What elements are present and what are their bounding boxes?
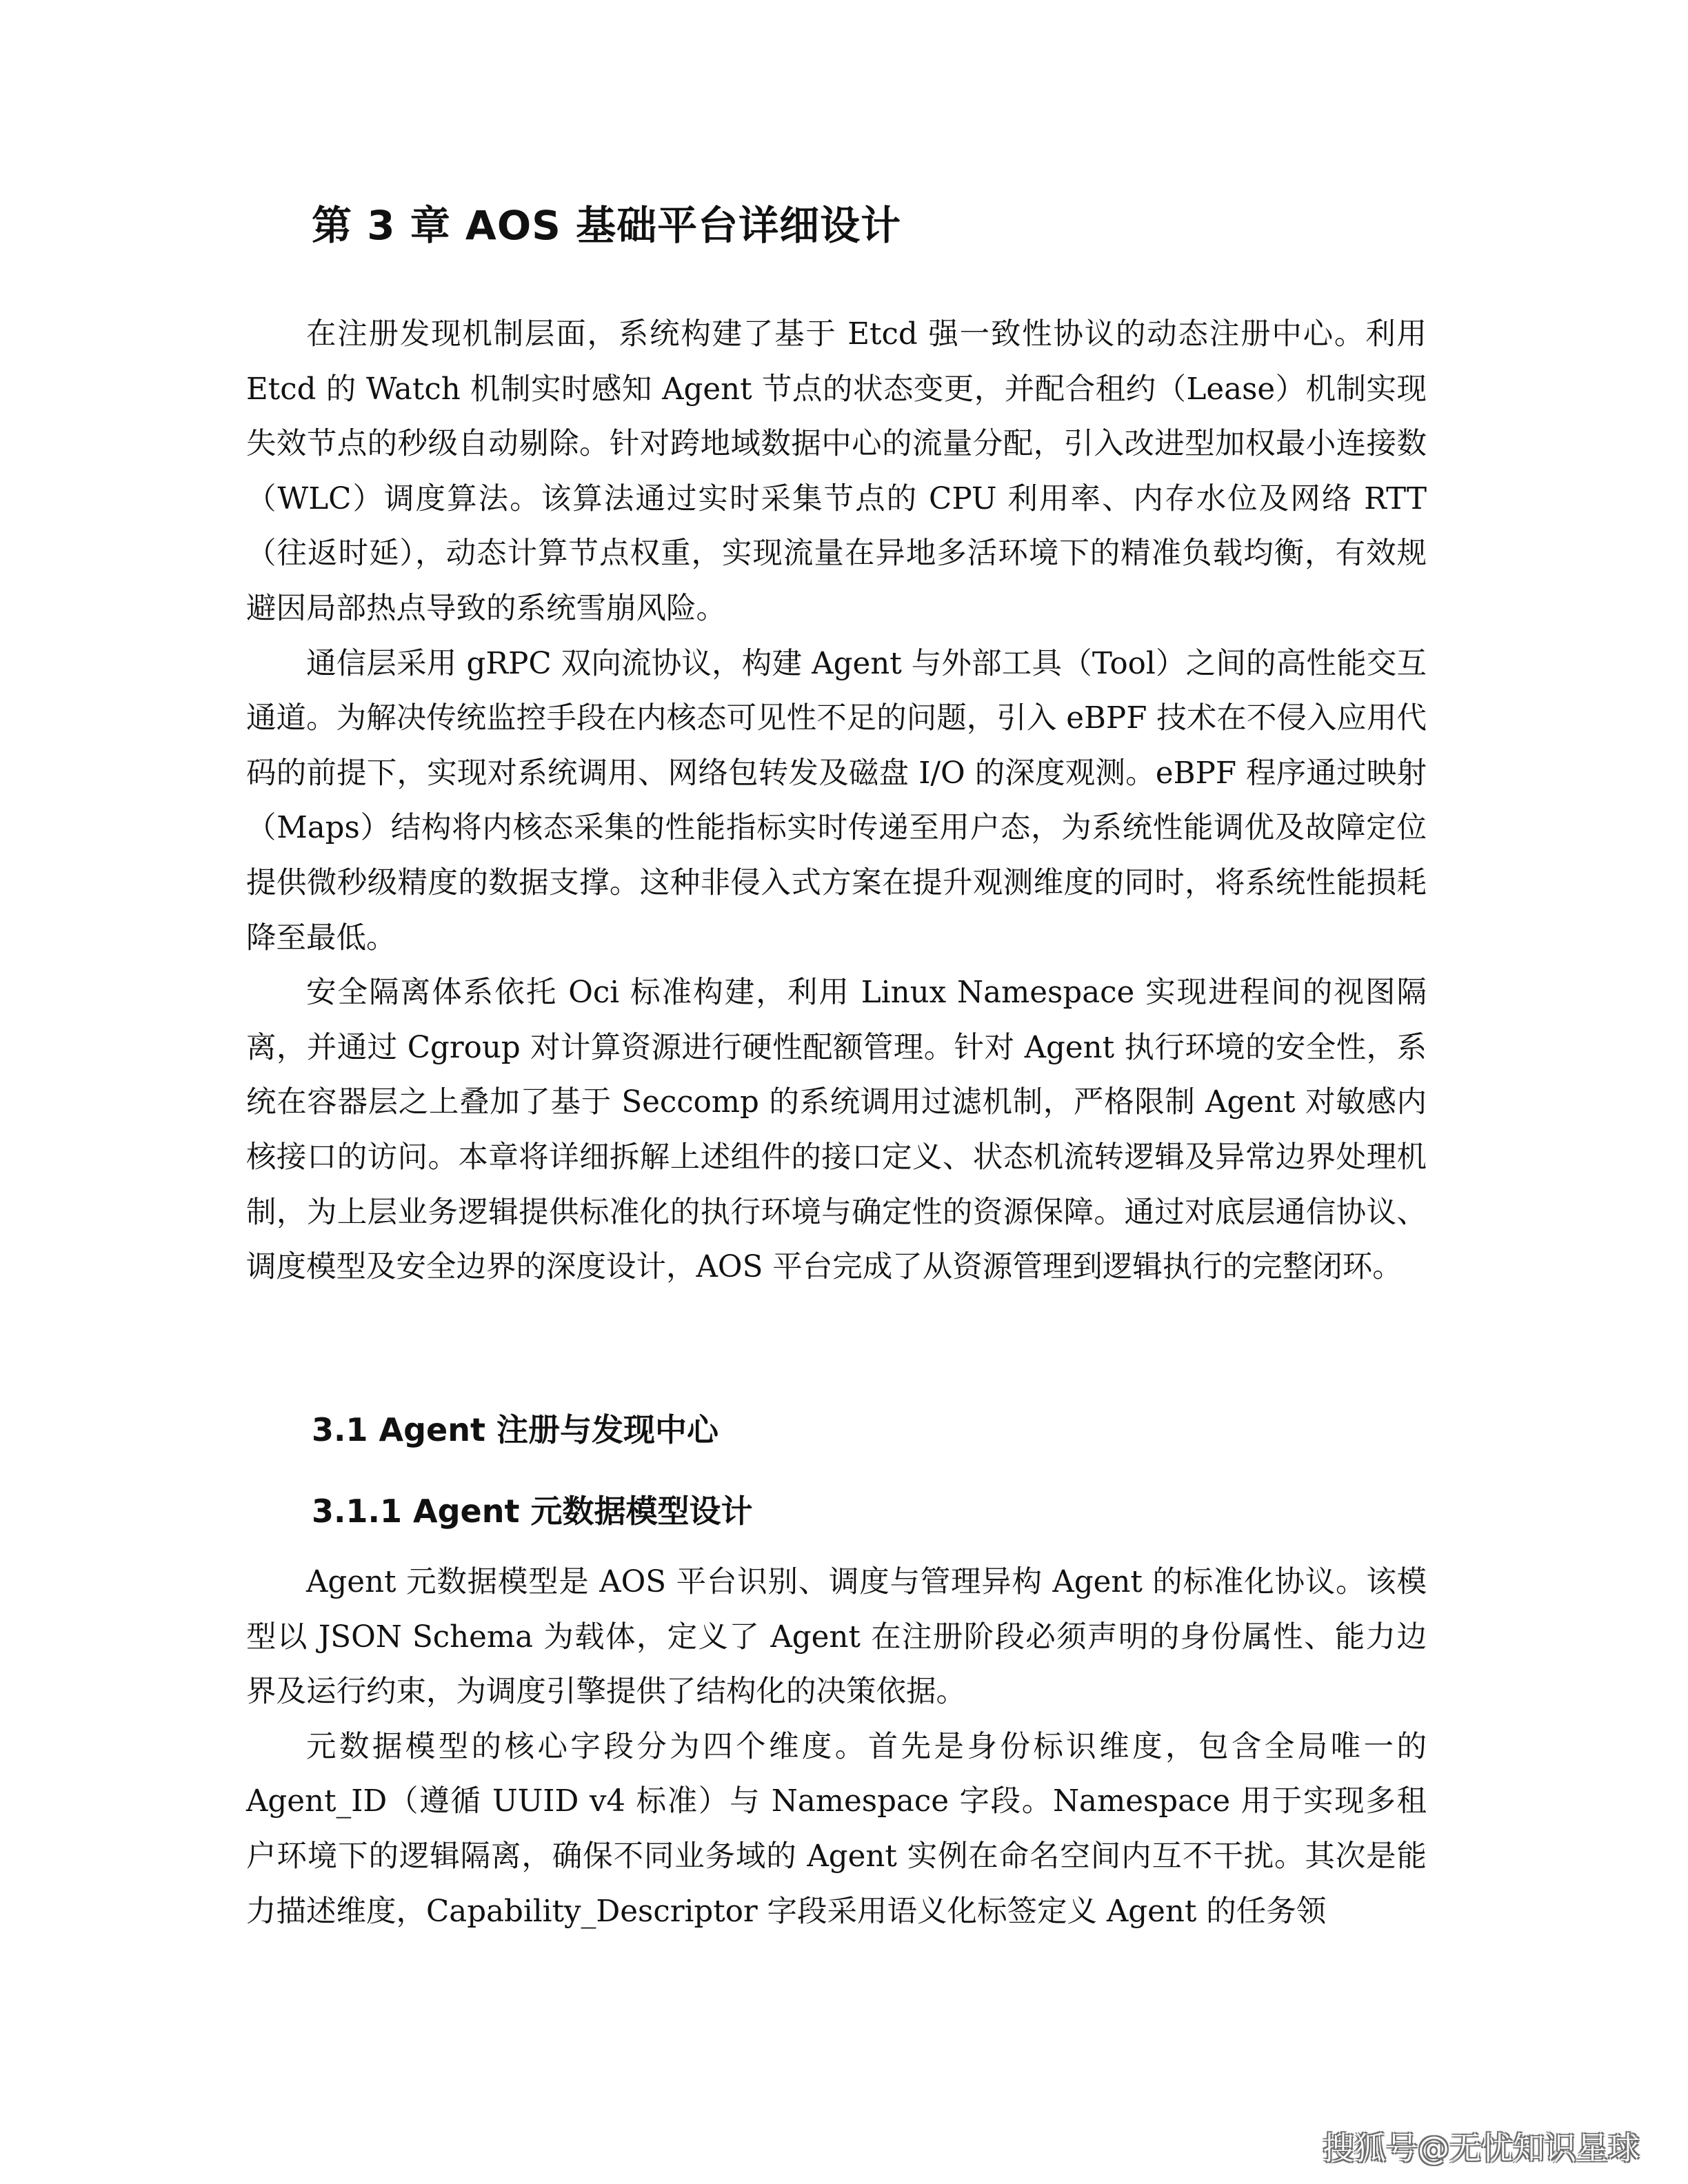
intro-paragraph: 通信层采用 gRPC 双向流协议，构建 Agent 与外部工具（Tool）之间的高性能交互通道。为解决传统监控手段在内核态可见性不足的问题，引入 eBPF 技术在不侵入应用代码的前提下，实现对系统调用、网络包转发及磁盘 I/O 的深度观测。eBPF 程序通过映射（Maps）结构将内核态采集的性能指标实时传递至用户态，为系统性能调优及故障定位提供微秒级精度的数据支撑。这种非侵入式方案在提升观测维度的同时，将系统性能损耗降至最低。	[246, 646, 1427, 956]
section-paragraph: 元数据模型的核心字段分为四个维度。首先是身份标识维度，包含全局唯一的 Agent_ID（遵循 UUID v4 标准）与 Namespace 字段。Namespace 用于实现多租户环境下的逻辑隔离，确保不同业务域的 Agent 实例在命名空间内互不干扰。其次是能力描述维度，Capability_Descriptor 字段采用语义化标签定义 Agent 的任务领	[246, 1729, 1427, 1929]
section-heading-3-1-1: 3.1.1 Agent 元数据模型设计	[312, 1493, 753, 1530]
intro-body	[246, 307, 1427, 1295]
section-heading-3-1: 3.1 Agent 注册与发现中心	[312, 1411, 719, 1448]
section-paragraph: Agent 元数据模型是 AOS 平台识别、调度与管理异构 Agent 的标准化协议。该模型以 JSON Schema 为载体，定义了 Agent 在注册阶段必须声明的身份属性、能力边界及运行约束，为调度引擎提供了结构化的决策依据。	[246, 1565, 1427, 1710]
intro-paragraph: 安全隔离体系依托 Oci 标准构建，利用 Linux Namespace 实现进程间的视图隔离，并通过 Cgroup 对计算资源进行硬性配额管理。针对 Agent 执行环境的安全性，系统在容器层之上叠加了基于 Seccomp 的系统调用过滤机制，严格限制 Agent 对敏感内核接口的访问。本章将详细拆解上述组件的接口定义、状态机流转逻辑及异常边界处理机制，为上层业务逻辑提供标准化的执行环境与确定性的资源保障。通过对底层通信协议、调度模型及安全边界的深度设计，AOS 平台完成了从资源管理到逻辑执行的完整闭环。	[246, 975, 1427, 1285]
chapter-title: 第 3 章 AOS 基础平台详细设计	[312, 202, 902, 249]
intro-paragraph: 在注册发现机制层面，系统构建了基于 Etcd 强一致性协议的动态注册中心。利用 Etcd 的 Watch 机制实时感知 Agent 节点的状态变更，并配合租约（Lease）机制实现失效节点的秒级自动剔除。针对跨地域数据中心的流量分配，引入改进型加权最小连接数（WLC）调度算法。该算法通过实时采集节点的 CPU 利用率、内存水位及网络 RTT（往返时延），动态计算节点权重，实现流量在异地多活环境下的精准负载均衡，有效规避因局部热点导致的系统雪崩风险。	[246, 317, 1427, 626]
section-3-1-1-body	[246, 1555, 1427, 1939]
watermark: 搜狐号@无忧知识星球	[1323, 2130, 1640, 2167]
